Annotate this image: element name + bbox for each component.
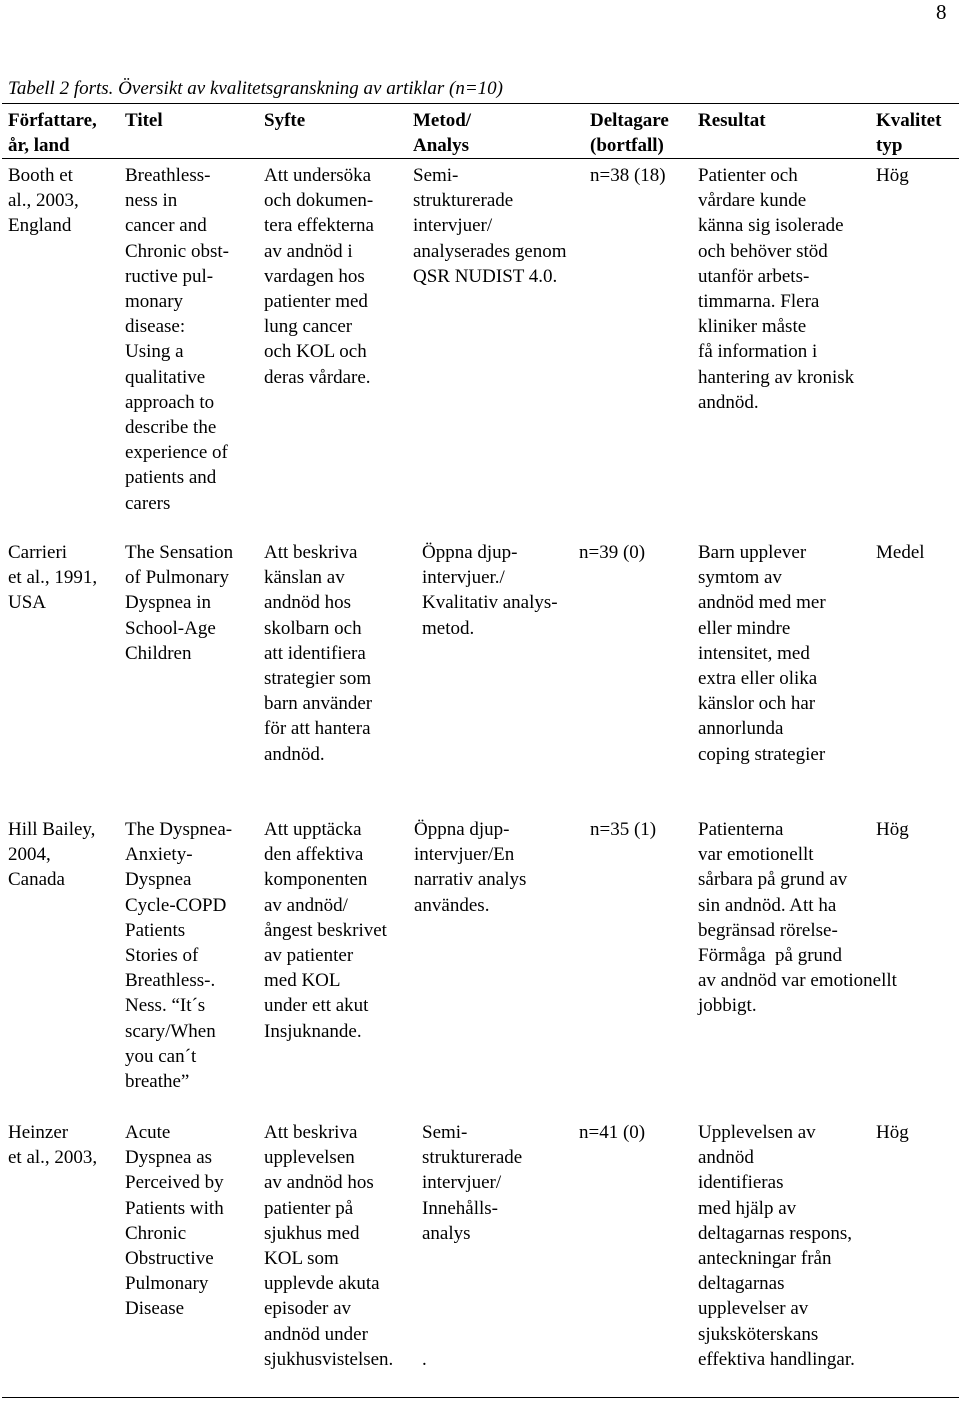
row3-participants: n=35 (1) [590,819,657,840]
page-number: 8 [936,0,947,24]
row1-participants: n=38 (18) [590,165,666,186]
row3-purpose: Att upptäcka den affektiva komponenten av andnöd/ ångest beskrivet av patienter med KOL under ett akut Insjuknande. [264,819,387,1042]
header-author: Författare, år, land [8,110,97,157]
header-result: Resultat [698,110,766,131]
row1-quality: Hög [876,165,909,186]
row3-author: Hill Bailey, 2004, Canada [8,819,96,891]
row2-participants: n=39 (0) [579,542,646,563]
row1-result: Patienter och vårdare kunde känna sig isolerade och behöver stöd utanför arbets- timmarna. Flera kliniker måste få information i hantering av kronisk andnöd. [698,165,855,413]
row4-purpose: Att beskriva upplevelsen av andnöd hos patienter på sjukhus med KOL som upplevde akuta episoder av andnöd under sjukhusvistelsen. [264,1122,394,1370]
row1-method: Semi- strukturerade intervjuer/ analyserades genom QSR NUDIST 4.0. [413,165,567,287]
header-purpose: Syfte [264,110,306,131]
table-caption [8,76,503,101]
row4-method: Semi- strukturerade intervjuer/ Innehålls- analys . [422,1122,523,1370]
header-participants: Deltagare (bortfall) [590,110,669,157]
row2-quality: Medel [876,542,925,563]
row4-result: Upplevelsen av andnöd identifieras med hjälp av deltagarnas respons, anteckningar från deltagarnas upplevelser av sjuksköterskans effektiva handlingar. [698,1122,855,1370]
row4-title: Acute Dyspnea as Perceived by Patients with Chronic Obstructive Pulmonary Disease [125,1122,224,1320]
row4-author: Heinzer et al., 2003, [8,1122,98,1169]
row1-title: Breathless- ness in cancer and Chronic obst- ructive pul- monary disease: Using a qualitative approach to describe the experience of patients and carers [125,165,229,514]
row1-author: Booth et al., 2003, England [8,165,79,237]
row3-method: Öppna djup- intervjuer/En narrativ analys användes. [414,819,527,916]
caption-label: Tabell [8,78,55,99]
row3-result: Patienterna var emotionellt sårbara på grund av sin andnöd. Att ha begränsad rörelse- Förmåga på grund av andnöd var emotionellt jobbigt. [698,819,897,1017]
header-rule [2,158,959,159]
header-method: Metod/ Analys [413,110,472,157]
row3-title: The Dyspnea- Anxiety- Dyspnea Cycle-COPD Patients Stories of Breathless-. Ness. “It´s scary/When you can´t breathe” [125,819,233,1093]
table-bottom-rule [2,1397,959,1398]
row2-title: The Sensation of Pulmonary Dyspnea in School-Age Children [125,542,234,664]
table-top-rule [2,103,959,104]
row1-purpose: Att undersöka och dokumen- tera effekterna av andnöd i vardagen hos patienter med lung cancer och KOL och deras vårdare. [264,165,374,388]
row2-method: Öppna djup- intervjuer./ Kvalitativ analys- metod. [422,542,558,639]
row4-quality: Hög [876,1122,909,1143]
row2-author: Carrieri et al., 1991, USA [8,542,98,614]
row2-result: Barn upplever symtom av andnöd med mer eller mindre intensitet, med extra eller olika känslor och har annorlunda coping strategier [698,542,826,765]
caption-text: 2 forts. Översikt av kvalitetsgranskning av artiklar (n=10) [54,78,503,99]
row3-quality: Hög [876,819,909,840]
row4-participants: n=41 (0) [579,1122,646,1143]
header-quality: Kvalitet typ [876,110,942,157]
row2-purpose: Att beskriva känslan av andnöd hos skolbarn och att identifiera strategier som barn använder för att hantera andnöd. [264,542,373,765]
header-title: Titel [125,110,163,131]
